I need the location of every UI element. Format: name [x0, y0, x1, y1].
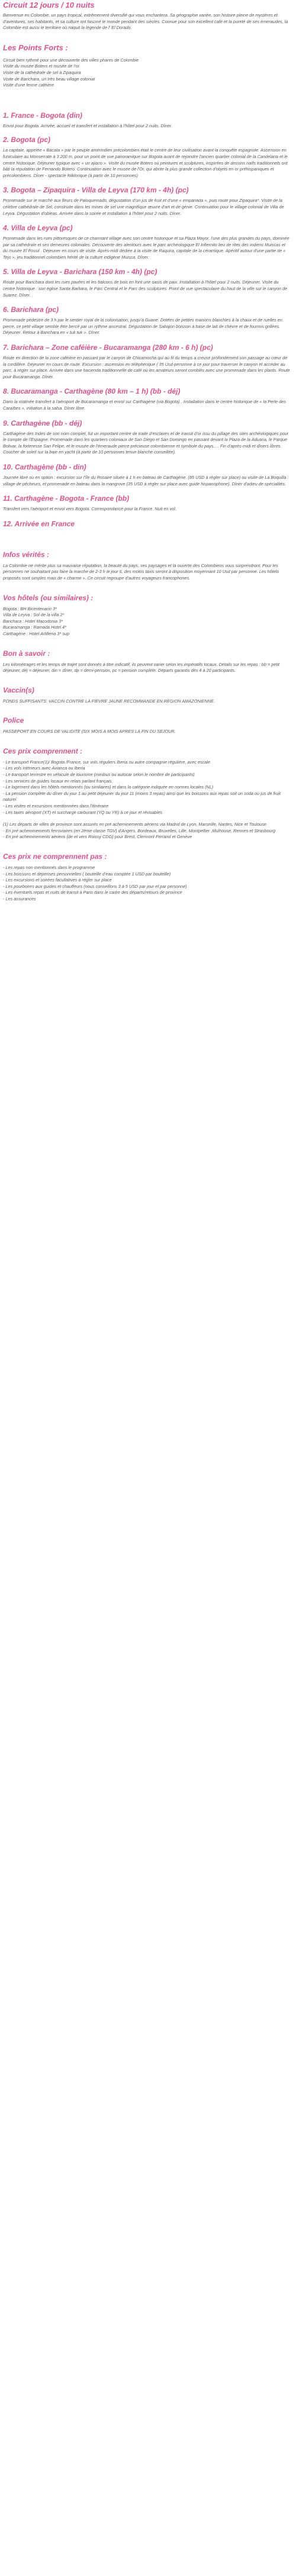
day-text: Carthagène des Indes de son nom complet, fut un important centre de traite d'esclaves et de transit d'or issu du pillage des sites archéologiques pour le compte de l'Espagne. Promenade dans les quartiers coloniaux de San Diego et San Domingo en passant devant la Plaza de la Aduana, le Parque Bolivar, la forteresse San Felipe, et le musée de l'émeraude pierre précieuse colombienne et symbole du pays,… Fin d'après-midi et dîners libres. Coucher de soleil sur la baie en yacht (à partir de 10 personnes tenue blanche conseillée).	[3, 430, 289, 455]
includes-list	[3, 759, 290, 841]
list-item: - Les pourboires aux guides et chauffeurs (nous conseillons 3 à 5 USD par jour et par personne)	[3, 883, 187, 889]
vaccin-title: Vaccin(s)	[3, 685, 34, 694]
day-text: Promenade dans les rues pittoresques de ce charmant village avec son centre historique et sa Plaza Mayor, l'une des plus grandes du pays, dominée par sa cathédrale et ses demeures coloniales. Découverte des alentours avec le parc archéologique El Infiernito lieu de rites des indiens Muiscas et du musée El Fossil . Déjeuner en cours de visite. Après-midi dédiée à la visite de Raquira, capitale de la céramique. Apéritif autour d'une partie de « Tejo », jeu traditionnel colombien hérité de la culture indigène Muisca. Dîner.	[3, 236, 289, 260]
infos-title: Infos vérités :	[3, 550, 50, 559]
hotels-title: Vos hôtels (ou similaires) :	[3, 593, 94, 602]
day-title: 3. Bogota – Zipaquira - Villa de Leyva (170 km - 4h) (pc)	[3, 186, 189, 195]
list-item: - En pré acheminements ferroviaires (en 2ème classe TGV) d'Angers, Bordeaux, Bruxelles, Lille, Montpellier ,Mulhouse, Rennes et Strasbourg	[3, 827, 276, 833]
list-item: - Le transport France(1)/ Bogota /France, sur vols réguliers Iberia ou autre compagnie régulière, avec escale	[3, 759, 211, 765]
day-text: Promenade sur le marché aux fleurs de Paloquemado, dégustation d'un jus de fruit et d'une « empanada », puis route pour Zipaquira*. Visite de la célèbre cathédrale de Sel, construite dans les mines de sel une magnifique œuvre d'art et de génie. Continuation pour le village colonial de Villa de Leyva. Dégustation d'obleas. Arrivée dans la soirée et installation à l'hôtel pour 2 nuits. Dîner.	[3, 198, 284, 216]
list-item: Bucaramanga : Ramada Hotel 4*	[3, 624, 67, 630]
day-text: Transfert vers l'aéroport et envol vers Bogota. Correspondance pour la France. Nuit en vol.	[3, 506, 176, 512]
points-forts-title: Les Points Forts :	[3, 43, 68, 52]
intro-text: Bienvenue en Colombie, un pays tropical, extrêmement diversifié qui vous enchantera. Sa géographie variée, son histoire pleine de mystères et d'aventures, ses habitants, et sa culture ont fasciné le monde pendant des siècles. Connue pour son excellent café et la pureté de ses émeraudes, la Colombie est aussi le territoire où naquit la légende de l' El Dorado.	[3, 12, 288, 31]
day-2	[3, 136, 290, 179]
hotels-list	[3, 606, 290, 637]
day-text: Envol pour Bogota. Arrivée, accueil et transfert et installation à l'hôtel pour 2 nuits. Dîner.	[3, 123, 172, 128]
list-item: Barichara : Hotel Macodonia 3*	[3, 618, 63, 624]
list-item: - Les excursions et soirées facultatives à régler sur place	[3, 877, 112, 883]
day-title: 7. Barichara – Zone caféière - Bucaramanga (280 km - 6 h) (pc)	[3, 343, 213, 352]
day-text: Route pour Barichara dont les rues pavées et les balcons de bois en font une oasis de paix. Installation à l'hôtel pour 2 nuits. Déjeuner. Visite du centre historique : son église Santa Barbara, le Parc Central et le Parc des sculptures. Point de vue spectaculaire du haut de la ville sur le canyon de Suarez. Dîner.	[3, 279, 288, 298]
day-title: 8. Bucaramanga - Carthagène (80 km – 1 h) (bb - déj)	[3, 387, 181, 396]
police-title: Police	[3, 716, 24, 725]
list-item: - Les éventuels repas et nuits de transit à Paris dans le cadre des départs/retours de province	[3, 890, 182, 896]
day-title: 9. Carthagène (bb - déj)	[3, 418, 82, 427]
includes-title: Ces prix comprennent :	[3, 746, 83, 755]
day-5	[3, 268, 290, 298]
day-12	[3, 520, 290, 529]
list-item: - La pension complète du dîner du jour 1 au petit déjeuner du jour 11 (moins 3 repas) ainsi que les boissons aux repas soit un soda ou jus de fruit naturel	[3, 790, 281, 803]
day-title: 6. Barichara (pc)	[3, 305, 59, 314]
list-item: - Les services de guides locaux en relais parlant français.	[3, 778, 113, 784]
page	[0, 0, 290, 903]
list-item: - En pré acheminements aériens (de et vers Roissy CDG) pour Brest, Clermont Ferrand et Genève	[3, 834, 192, 840]
list-item: - Les taxes aéroport (XT) et surcharge carburant (YQ ou YR) à ce jour et révisables	[3, 809, 163, 815]
list-item: Visite de la cathédrale de sel à Zipaquira	[3, 69, 81, 75]
list-item: - Les visites et excursions mentionnées dans l'itinéraire	[3, 803, 109, 809]
day-title: 11. Carthagène - Bogota - France (bb)	[3, 494, 130, 503]
day-text: Journée libre ou en option : excursion sur l'île du Rosaire située à 1 h en bateau de Carthagène. (85 USD à régler sur place) ou visite de La Boquilla : village de pêcheurs, et promenade en bateau dans la mangrove (35 USD à régler sur place avec guide hispanophone). Dîner d'adieu de spécialités.	[3, 474, 289, 487]
day-1	[3, 111, 290, 130]
list-item: Villa de Leyva : Sol de la villa 2*	[3, 612, 65, 618]
infos-text: La Colombie ne mérite plus sa mauvaise réputation, la beauté du pays, ses paysages et la ouverte des Colombiens vous surprendront. Pour les personnes ne souhaitant pas faire la marche de 2-3 h le jour 6, des motos taxis seront à disposition moyennant 10 Usd par personne. Les hôtels proposés sont simples mais de « charme ». Ce circuit regroupe d'autres voyageurs francophones.	[3, 562, 279, 581]
list-item: - Le transport terrestre en véhicule de tourisme (minibus ou autocar selon le nombre de participants)	[3, 772, 195, 778]
day-11	[3, 494, 290, 513]
day-10	[3, 463, 290, 487]
day-text: Route en direction de la zone caféière en passant par le canyon de Chicamocha qui au fil du temps a creusé profondément son passage au cœur de la cordillère. Déjeuner en cours de route. Excursion : ascension en téléphérique ( 35 Usd-personne à ce jour pour traverser le canyon et accéder au parc, à régler sur place. Arrivée dans une hacienda traditionnelle de café où les amateurs seront comblés avec une promenade dans les plants. Route pour Bucaramanga. Dîner.	[3, 355, 290, 379]
day-6	[3, 305, 290, 336]
day-text: Promenade pédestre de 3 h par le sentier royal de la colonisation, jusqu'à Guane. Dotées de petites maisons blanchies à la chaux et de ruelles en pierre, ce petit village semble être bercé par un rythme ancestral. Dégustation de Sabajon boisson à base de lait de chèvre et de fourmis grillées. Déjeuner. Retour à Barichara en « tuk tuk ». Dîner.	[3, 317, 282, 336]
excludes-title: Ces prix ne comprennent pas :	[3, 852, 107, 861]
police-text: PASSEPORT EN COURS DE VALIDITE (SIX MOIS A MOIS APRES LA FIN DU SEJOUR.	[3, 729, 176, 735]
list-item: - Les assurances	[3, 896, 36, 901]
day-9	[3, 419, 290, 456]
list-item: Visite d'une ferme caféière	[3, 82, 54, 88]
circuit-title: Circuit 12 jours / 10 nuits	[3, 1, 95, 9]
list-item: Visite du musée Botero et musée de l'or	[3, 63, 80, 69]
vaccin-text: FONDS SUFFISANTS. VACCIN CONTRE LA FIEVRE JAUNE RECOMMANDE EN REGION AMAZONIENNE.	[3, 698, 215, 704]
list-item: Carthagène : Hotel Artilleria 3* sup	[3, 630, 70, 636]
points-forts-list	[3, 57, 290, 89]
list-item: Visite de Barichara, un très beau village colonial	[3, 76, 95, 82]
day-8	[3, 387, 290, 411]
day-3	[3, 186, 290, 217]
day-7	[3, 343, 290, 380]
day-title: 2. Bogota (pc)	[3, 136, 50, 144]
day-title: 4. Villa de Leyva (pc)	[3, 224, 73, 233]
day-text: La capitale, appelée « Bacata » par le peuple amérindien précolombien était le centre de leur civilisation avant la conquête espagnole. Ascension en funiculaire au Monserrate à 3 200 m, pour un point de vue panoramique sur Bogota avant de rejoindre l'ancien quartier colonial de la Candelaria et le centre historique. Déjeuner typique avec « un ajiaco ». Visite du musée Botero où peintures et sculptures, inspirées de dessins naïfs traditionnels ont bâti la réputation de Fernando Botero. Continuation avec le musée de l'Or, qui abrite la plus grande collection d'objets en or préhispaniques et précolombiens. Dîner - spectacle folklorique (à partir de 10 personnes)	[3, 147, 288, 178]
day-title: 5. Villa de Leyva - Barichara (150 km - 4h) (pc)	[3, 268, 157, 276]
day-text: Dans la matinée transfert à l'aéroport de Bucaramanga et envol sur Carthagène (via Bogota) . Installation dans le centre historique de « la Perle des Caraïbes », initiation à la salsa. Dîner libre.	[3, 399, 286, 411]
list-item: (1) Les départs de villes de province sont assurés en pré acheminements aériens via Madrid de Lyon, Marseille, Nantes, Nice et Toulouse	[3, 822, 266, 827]
bon-a-savoir-text: Les kilométrages et les temps de trajet sont donnés à titre indicatif, ils peuvent varier selon les impératifs locaux. Détails sur les repas : bb = petit déjeuner, déj = déjeuner, din = dîner, dp = demi-pension, pc = pension complète. Départs garantis dès 4 à 20 participants.	[3, 661, 280, 674]
list-item: - Les boissons et dépenses personnelles ( bouteille d'eau comptée 1 USD par bouteille)	[3, 871, 171, 877]
day-4	[3, 224, 290, 260]
list-item: Bogota : BH Bicentenario 3*	[3, 606, 57, 611]
day-title: 1. France - Bogota (din)	[3, 111, 83, 120]
bon-a-savoir-title: Bon à savoir :	[3, 649, 50, 658]
list-item: - Les vols intérieurs avec Avianca ou Iberia	[3, 765, 85, 771]
list-item: Circuit bien rythmé pour une découverte des villes phares de Colombie	[3, 57, 139, 63]
excludes-list	[3, 865, 290, 903]
list-item: - Les repas non mentionnés dans le programme	[3, 865, 95, 870]
day-title: 12. Arrivée en France	[3, 519, 75, 528]
list-item: - Le logement dans les hôtels mentionnés (ou similaires) et dans la catégorie indiquée en normes locales (NL)	[3, 784, 214, 790]
day-title: 10. Carthagène (bb - din)	[3, 462, 86, 471]
